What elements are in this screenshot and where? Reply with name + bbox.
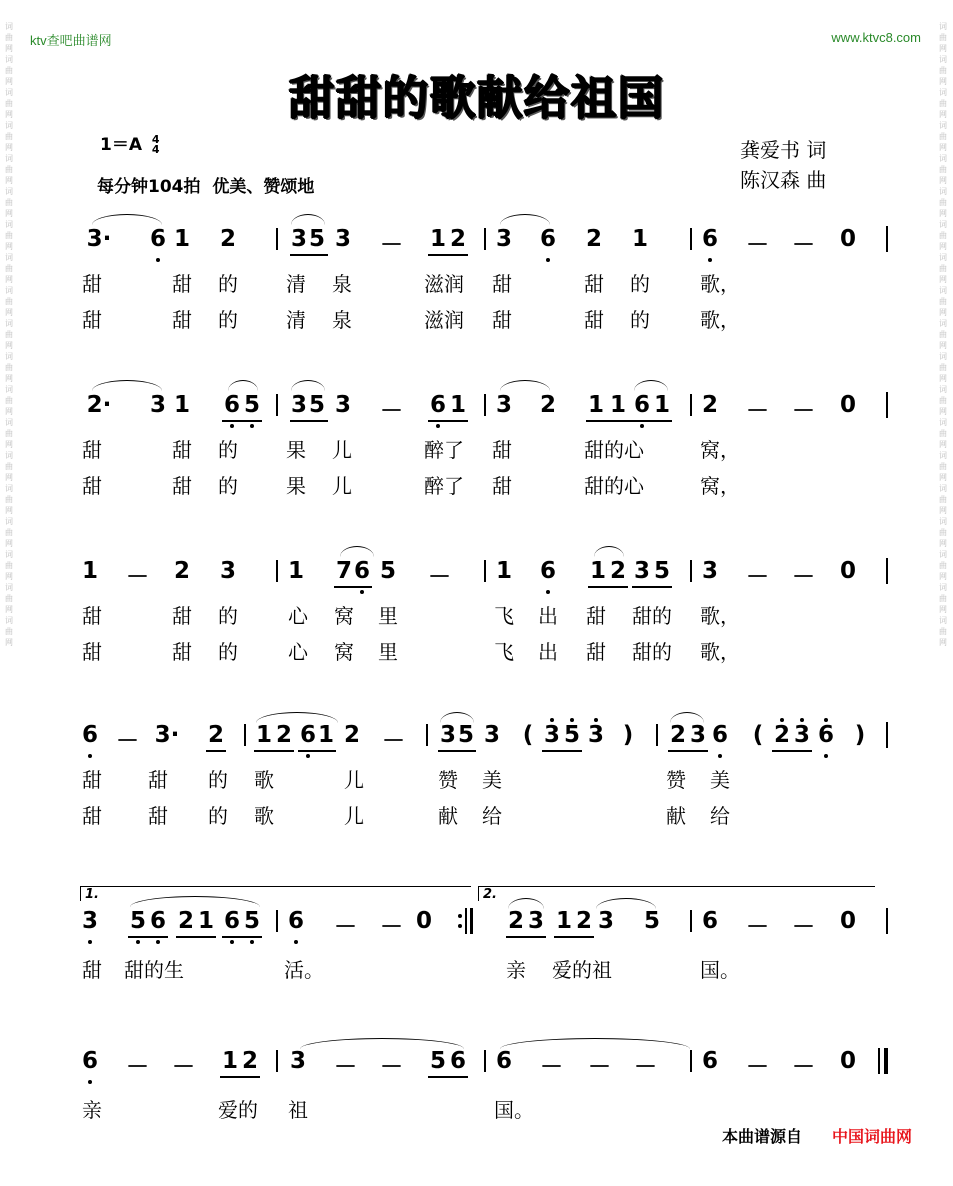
note: 1 bbox=[197, 908, 214, 934]
note: 6 bbox=[711, 722, 728, 748]
note: 6 bbox=[817, 722, 834, 748]
note: － bbox=[746, 914, 769, 940]
note: 3 bbox=[219, 558, 236, 584]
note: 6 bbox=[299, 722, 316, 748]
note: 3 bbox=[701, 558, 718, 584]
note: 5 bbox=[643, 908, 660, 934]
key-signature: 1＝A 4 4 bbox=[100, 133, 160, 156]
note: 6 bbox=[449, 1048, 466, 1074]
note: 6 bbox=[149, 226, 166, 252]
site-url-right[interactable]: www.ktvc8.com bbox=[831, 30, 921, 45]
note: 5 bbox=[243, 392, 260, 418]
score-system-4: 6 － 3· 2 1 2 6 1 2 － 3 5 3 ( 3 5 3 ) 2 3 6 ( 2 3 6 ) 甜 甜 的 歌 儿 赞 美 赞 美 甜 甜 的 歌 儿 献 给 献 给 bbox=[0, 710, 953, 860]
note: 3 bbox=[689, 722, 706, 748]
note: 1 bbox=[631, 226, 648, 252]
lyricist-credit: 龚爱书 词 bbox=[740, 138, 827, 162]
note: － bbox=[380, 1054, 403, 1080]
note: 3 bbox=[597, 908, 614, 934]
note: 0 bbox=[839, 392, 856, 418]
note: 2 bbox=[669, 722, 686, 748]
second-ending-bracket: 2. bbox=[478, 886, 875, 901]
note: 3 bbox=[793, 722, 810, 748]
source-label: 本曲谱源自 bbox=[722, 1127, 803, 1146]
note: 3 bbox=[587, 722, 604, 748]
note: 3 bbox=[527, 908, 544, 934]
note: 2 bbox=[701, 392, 718, 418]
note: － bbox=[792, 232, 815, 258]
note: 2 bbox=[585, 226, 602, 252]
note: 6 bbox=[81, 1048, 98, 1074]
note: 2 bbox=[219, 226, 236, 252]
note: 2 bbox=[539, 392, 556, 418]
note: 2 bbox=[177, 908, 194, 934]
note: － bbox=[746, 398, 769, 424]
note: 2 bbox=[609, 558, 626, 584]
note: 3 bbox=[334, 392, 351, 418]
note: 2 bbox=[241, 1048, 258, 1074]
note: － bbox=[792, 564, 815, 590]
final-barline bbox=[878, 1048, 880, 1074]
note: 5 bbox=[308, 226, 325, 252]
note: 3 bbox=[149, 392, 166, 418]
note: 1 bbox=[287, 558, 304, 584]
note: － bbox=[334, 1054, 357, 1080]
note: 1 bbox=[255, 722, 272, 748]
note: 2· bbox=[86, 392, 112, 418]
note: － bbox=[380, 398, 403, 424]
note: 7 bbox=[335, 558, 352, 584]
note: 5 bbox=[129, 908, 146, 934]
note: 6 bbox=[701, 1048, 718, 1074]
note: 3 bbox=[543, 722, 560, 748]
note: － bbox=[540, 1054, 563, 1080]
note: 2 bbox=[773, 722, 790, 748]
note: ) bbox=[622, 722, 634, 748]
note: － bbox=[746, 564, 769, 590]
note: 5 bbox=[563, 722, 580, 748]
song-title: 甜甜的歌献给祖国 bbox=[288, 71, 665, 125]
note: － bbox=[382, 728, 405, 754]
note: 3 bbox=[289, 1048, 306, 1074]
note: 3 bbox=[483, 722, 500, 748]
note: 3 bbox=[81, 908, 98, 934]
note: 6 bbox=[353, 558, 370, 584]
note: 6 bbox=[701, 908, 718, 934]
tempo-marking: 每分钟104拍 优美、赞颂地 bbox=[97, 177, 315, 197]
note: 0 bbox=[839, 908, 856, 934]
source-site-link[interactable]: 中国词曲网 bbox=[832, 1127, 913, 1146]
note: 2 bbox=[275, 722, 292, 748]
note: 5 bbox=[429, 1048, 446, 1074]
note: 5 bbox=[308, 392, 325, 418]
note: 5 bbox=[457, 722, 474, 748]
note: 6 bbox=[429, 392, 446, 418]
note: － bbox=[172, 1054, 195, 1080]
score-system-1: 3· 6 1 2 3 5 3 － 1 2 3 6 2 1 6 － － 0 甜 甜 的 清 泉 滋润 甜 甜 的 歌， 甜 甜 的 清 泉 滋润 甜 甜 的 歌， bbox=[0, 214, 953, 364]
note: 1 bbox=[587, 392, 604, 418]
note: 0 bbox=[839, 1048, 856, 1074]
note: 0 bbox=[839, 558, 856, 584]
note: 6 bbox=[495, 1048, 512, 1074]
note: 3· bbox=[154, 722, 180, 748]
note: － bbox=[380, 914, 403, 940]
first-ending-bracket: 1. bbox=[80, 886, 471, 901]
note: 6 bbox=[287, 908, 304, 934]
note: 1 bbox=[317, 722, 334, 748]
note: 3 bbox=[334, 226, 351, 252]
note: － bbox=[428, 564, 451, 590]
note: 6 bbox=[81, 722, 98, 748]
note: 2 bbox=[343, 722, 360, 748]
note: 1 bbox=[173, 226, 190, 252]
right-border-watermark: 词 曲 网 词 曲 网 词 曲 网 词 曲 网 词 曲 网 词 曲 网 词 曲 网 词 曲 网 词 曲 网 词 曲 网 词 曲 网 词 曲 网 词 曲 网 词 曲 网 词 曲 网 词 曲 网 词 曲 网 词 曲 网 词 曲 网 bbox=[939, 22, 947, 647]
time-signature-top: 4 bbox=[151, 133, 160, 146]
note: 3 bbox=[633, 558, 650, 584]
note: 2 bbox=[449, 226, 466, 252]
note: 3· bbox=[86, 226, 112, 252]
score-system-2: 2· 3 1 6 5 3 5 3 － 6 1 3 2 1 1 6 1 2 － － 0 甜 甜 的 果 儿 醉了 甜 甜的心 窝， 甜 甜 的 果 儿 醉了 甜 甜的心 窝， bbox=[0, 380, 953, 530]
time-signature-bottom: 4 bbox=[151, 143, 160, 156]
note: 2 bbox=[575, 908, 592, 934]
left-border-watermark: 词 曲 网 词 曲 网 词 曲 网 词 曲 网 词 曲 网 词 曲 网 词 曲 网 词 曲 网 词 曲 网 词 曲 网 词 曲 网 词 曲 网 词 曲 网 词 曲 网 词 曲 网 词 曲 网 词 曲 网 词 曲 网 词 曲 网 bbox=[5, 22, 13, 647]
note: 6 bbox=[539, 226, 556, 252]
note: 6 bbox=[149, 908, 166, 934]
note: 3 bbox=[290, 226, 307, 252]
note: 1 bbox=[81, 558, 98, 584]
note: － bbox=[380, 232, 403, 258]
note: 6 bbox=[223, 908, 240, 934]
note: 1 bbox=[495, 558, 512, 584]
score-system-6: 6 － － 1 2 3 － － 5 6 6 － － － 6 － － 0 亲 爱的 祖 国。 bbox=[0, 1036, 953, 1186]
note: 1 bbox=[449, 392, 466, 418]
note: 0 bbox=[839, 226, 856, 252]
note: 5 bbox=[379, 558, 396, 584]
note: 5 bbox=[653, 558, 670, 584]
note: ) bbox=[854, 722, 866, 748]
note: 3 bbox=[439, 722, 456, 748]
score-system-5: 1. 2. 3 5 6 2 1 6 5 6 － － 0 2 3 1 2 3 5 6 － － 0 甜 甜的生 活。 亲 爱的祖 国。 bbox=[0, 884, 953, 1034]
note: 2 bbox=[173, 558, 190, 584]
note: 2 bbox=[207, 722, 224, 748]
note: 6 bbox=[539, 558, 556, 584]
note: 1 bbox=[173, 392, 190, 418]
note: 6 bbox=[223, 392, 240, 418]
note: 1 bbox=[653, 392, 670, 418]
note: 1 bbox=[429, 226, 446, 252]
note: 3 bbox=[290, 392, 307, 418]
note: 0 bbox=[415, 908, 432, 934]
note: ( bbox=[522, 722, 534, 748]
note: － bbox=[746, 1054, 769, 1080]
expression-marking: 优美、赞颂地 bbox=[212, 177, 315, 197]
note: 2 bbox=[507, 908, 524, 934]
note: 3 bbox=[495, 392, 512, 418]
note: － bbox=[792, 398, 815, 424]
note: － bbox=[116, 728, 139, 754]
note: － bbox=[792, 914, 815, 940]
note: 3 bbox=[495, 226, 512, 252]
note: 1 bbox=[609, 392, 626, 418]
note: － bbox=[746, 232, 769, 258]
note: 6 bbox=[633, 392, 650, 418]
note: 1 bbox=[221, 1048, 238, 1074]
note: － bbox=[334, 914, 357, 940]
site-name-left[interactable]: ktv查吧曲谱网 bbox=[30, 33, 112, 48]
note: － bbox=[634, 1054, 657, 1080]
score-system-3: 1 － 2 3 1 7 6 5 － 1 6 1 2 3 5 3 － － 0 甜 甜 的 心 窝 里 飞 出 甜 甜的 歌， 甜 甜 的 心 窝 里 飞 出 甜 甜的 歌， bbox=[0, 546, 953, 696]
note: － bbox=[126, 1054, 149, 1080]
note: ( bbox=[752, 722, 764, 748]
note: 6 bbox=[701, 226, 718, 252]
note: － bbox=[792, 1054, 815, 1080]
note: － bbox=[126, 564, 149, 590]
composer-credit: 陈汉森 曲 bbox=[740, 168, 827, 192]
note: 1 bbox=[555, 908, 572, 934]
note: － bbox=[588, 1054, 611, 1080]
note: 5 bbox=[243, 908, 260, 934]
note: 1 bbox=[589, 558, 606, 584]
